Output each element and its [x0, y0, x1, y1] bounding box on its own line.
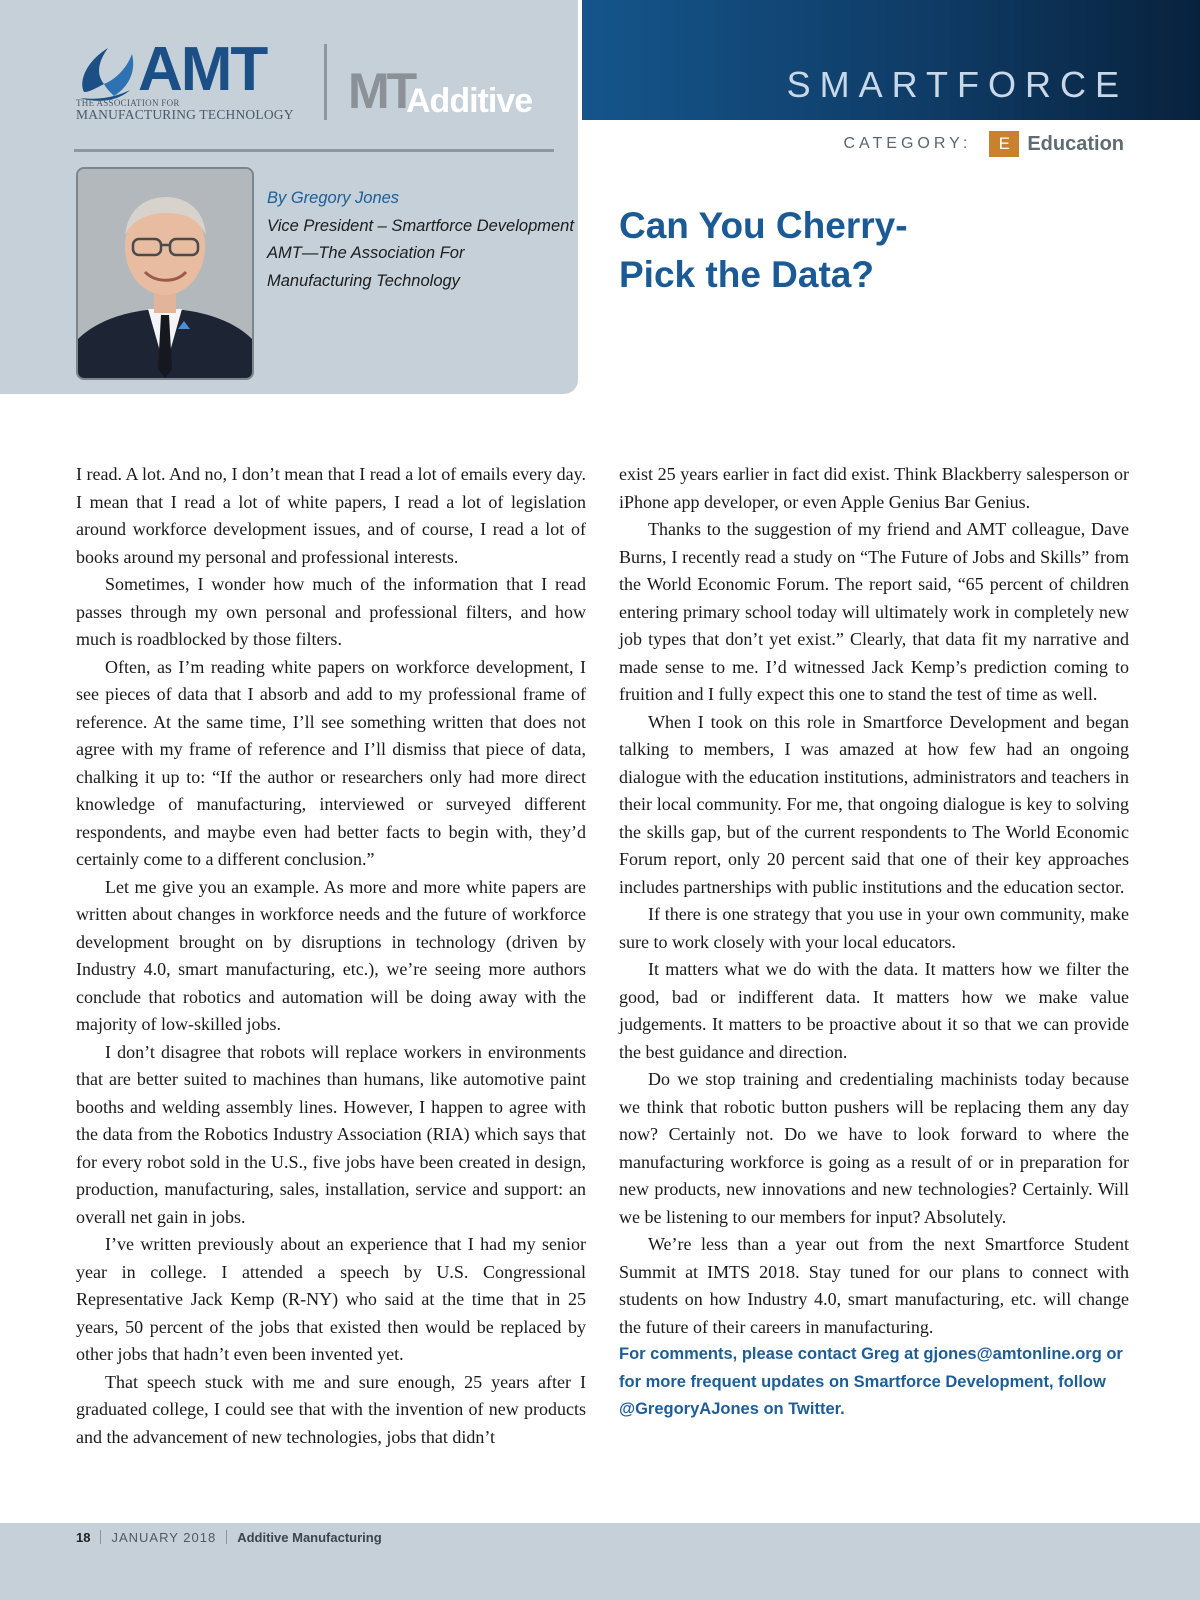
- amt-logo-word: AMT: [138, 35, 267, 104]
- paragraph: I’ve written previously about an experience that I had my senior year in college. I attended a speech by U.S. Congressional Representative Jack Kemp (R-NY) who said at the time that in 25 years, 50 percent of the jobs that existed then would be replaced by other jobs that hadn’t even been invented yet.: [76, 1234, 586, 1364]
- header-rule: [74, 149, 554, 152]
- amt-logo-subtitle: THE ASSOCIATION FOR: [76, 98, 180, 108]
- paragraph: Sometimes, I wonder how much of the information that I read passes through my own personal and professional filters, and how much is roadblocked by those filters.: [76, 574, 586, 649]
- contact-note: For comments, please contact Greg at gjones@amtonline.org or for more frequent updates on Smartforce Development, follow @GregoryAJones on Twitter.: [619, 1345, 1123, 1418]
- paragraph: Thanks to the suggestion of my friend and AMT colleague, Dave Burns, I recently read a study on “The Future of Jobs and Skills” from the World Economic Forum. The report said, “65 percent of children entering primary school today will ultimately work in completely new job types that don’t yet exist.” Clearly, that data fit my narrative and made sense to me. I’d witnessed Jack Kemp’s prediction coming to fruition and I fully expect this one to stand the test of time as well.: [619, 519, 1129, 704]
- paragraph: That speech stuck with me and sure enough, 25 years after I graduated college, I could see that with the invention of new products and the advancement of new technologies, jobs that didn’t: [76, 1371, 586, 1447]
- title-line-1: Can You Cherry-: [619, 205, 908, 246]
- author-title: Vice President – Smartforce Development: [267, 216, 574, 235]
- section-banner: [582, 0, 1200, 120]
- section-name: SMARTFORCE: [786, 64, 1128, 105]
- paragraph: It matters what we do with the data. It matters how we filter the good, bad or indifferent data. It matters how we make value judgements. It matters to be proactive about it so that we can provide the best guidance and direction.: [619, 959, 1129, 1062]
- footer-divider: [100, 1530, 101, 1544]
- author-portrait-image: [78, 169, 252, 378]
- amt-swoosh-icon: [74, 40, 144, 104]
- paragraph: exist 25 years earlier in fact did exist. Think Blackberry salesperson or iPhone app developer, or even Apple Genius Bar Genius.: [619, 464, 1129, 512]
- paragraph: I read. A lot. And no, I don’t mean that I read a lot of emails every day. I mean that I read a lot of white papers, I read a lot of legislation around workforce development issues, and of course, I read a lot of books around my personal and professional interests.: [76, 464, 586, 567]
- category-name: Education: [1027, 132, 1124, 155]
- author-photo: [76, 167, 254, 380]
- author-name: By Gregory Jones: [267, 189, 400, 207]
- paragraph: We’re less than a year out from the next Smartforce Student Summit at IMTS 2018. Stay tuned for our plans to connect with students on how Industry 4.0, smart manufacturing, etc. will change the future of their careers in manufacturing.: [619, 1234, 1129, 1337]
- author-org-line2: Manufacturing Technology: [267, 271, 460, 290]
- mt-logo-letters: MT: [348, 63, 415, 119]
- page-number: 18: [76, 1529, 91, 1545]
- paragraph: Let me give you an example. As more and more white papers are written about changes in workforce needs and the future of workforce development brought on by disruptions in technology (driven by Industry 4.0, smart manufacturing, etc.), we’re seeing more authors conclude that robotics and automation will be doing away with the majority of low-skilled jobs.: [76, 876, 586, 1034]
- body-column-right: [619, 461, 1129, 1424]
- page-footer: [76, 1526, 382, 1548]
- paragraph: Often, as I’m reading white papers on workforce development, I see pieces of data that I absorb and add to my professional frame of reference. At the same time, I’ll see something written that does not agree with my frame of reference and I’ll dismiss that piece of data, chalking it up to: “If the author or researchers only had more direct knowledge of manufacturing, interviewed or surveyed different respondents, and maybe even had better facts to begin with, they’d certainly come to a different conclusion.”: [76, 656, 586, 869]
- byline: [267, 185, 574, 295]
- title-line-2: Pick the Data?: [619, 254, 874, 295]
- paragraph: Do we stop training and credentialing machinists today because we think that robotic button pushers will be replacing them any day now? Certainly not. Do we have to look forward to where the manufacturing workforce is going as a result of or in preparation for new products, new innovations and new technologies? Certainly. Will we be listening to our members for input? Absolutely.: [619, 1069, 1129, 1227]
- amt-logo-subtitle-2: MANUFACTURING TECHNOLOGY: [76, 107, 294, 122]
- author-org-line1: AMT—The Association For: [267, 244, 465, 262]
- issue-date: JANUARY 2018: [111, 1529, 217, 1545]
- paragraph: I don’t disagree that robots will replace workers in environments that are better suited to machines than humans, like automotive paint booths and welding assembly lines. However, I happen to agree with the data from the Robotics Industry Association (RIA) which says that for every robot sold in the U.S., five jobs have been created in design, production, manufacturing, sales, installation, service and support: an overall net gain in jobs.: [76, 1041, 586, 1227]
- category-badge: E: [989, 131, 1019, 157]
- mt-additive-logo: [348, 62, 558, 122]
- logo-divider: [324, 44, 327, 120]
- body-column-left: [76, 461, 586, 1451]
- category-label: CATEGORY:: [843, 135, 972, 152]
- category-row: [843, 130, 1124, 158]
- mt-logo-word: Additive: [406, 82, 533, 120]
- footer-divider: [226, 1530, 227, 1544]
- publication-name: Additive Manufacturing: [237, 1529, 382, 1545]
- paragraph: When I took on this role in Smartforce Development and began talking to members, I was amazed at how few had an ongoing dialogue with the education institutions, administrators and teachers in their local community. For me, that ongoing dialogue is key to solving the skills gap, but of the current respondents to The World Economic Forum report, only 20 percent said that one of their key approaches includes partnerships with public institutions and the education sector.: [619, 711, 1129, 897]
- paragraph: If there is one strategy that you use in your own community, make sure to work closely with your local educators.: [619, 904, 1129, 952]
- article-title: [619, 201, 1159, 299]
- amt-logo: [74, 35, 299, 122]
